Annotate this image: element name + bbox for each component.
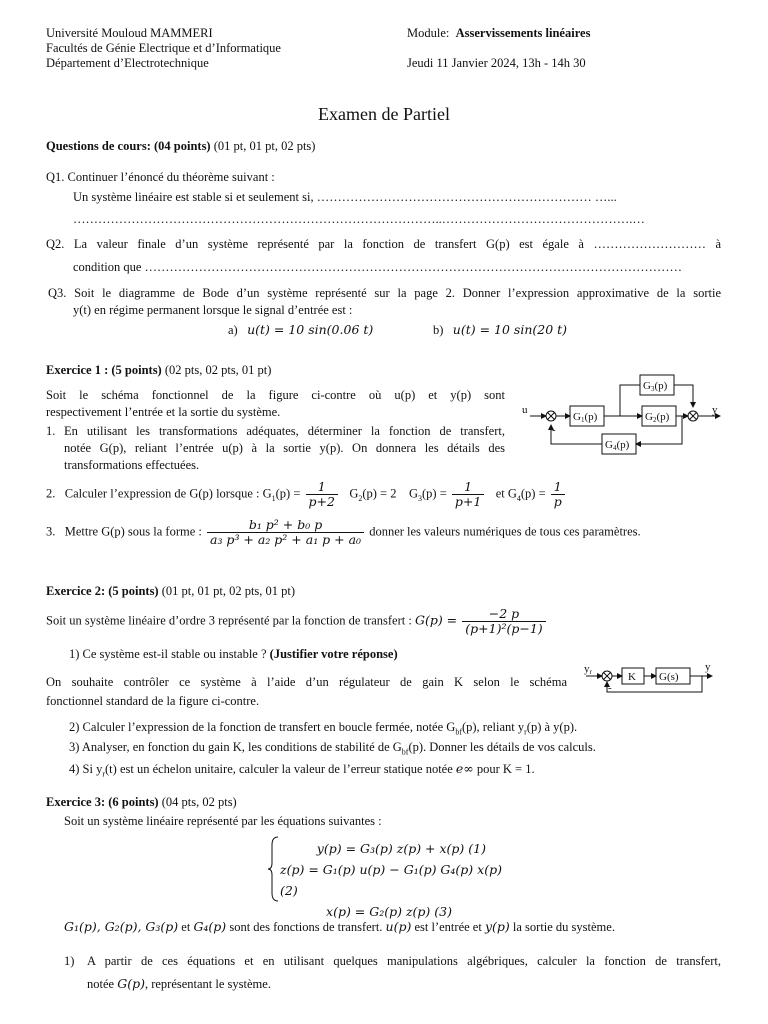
ex2-static-error-symbol: e∞ <box>455 761 474 776</box>
ex1-item2-number: 2. <box>46 486 56 501</box>
ex3-q1-line1: A partir de ces équations et en utilisant quelques manipulations algébriques, calculer la fonction de transfert, <box>87 954 721 968</box>
ex1-item3-post: donner les valeurs numériques de tous ces paramètres. <box>369 524 641 539</box>
ex2-regulator-line2: fonctionnel standard de la figure ci-contre. <box>46 694 260 708</box>
ex1-item1-number: 1. <box>46 424 56 438</box>
ex1-heading <box>46 363 271 378</box>
exam-title: Examen de Partiel <box>318 104 450 124</box>
ex2-intro-text: Soit un système linéaire d’ordre 3 représenté par la fonction de transfert : <box>46 613 412 628</box>
ex1-item1-line3: transformations effectuées. <box>64 458 200 472</box>
module-block <box>407 26 590 71</box>
ex2-diagram-minus: - <box>608 682 612 694</box>
ex2-tf-lhs: G(p) = <box>414 612 458 628</box>
q2-line1: Q2. La valeur finale d’un système représenté par la fonction de transfert G(p) est égale à ……………………… à <box>46 237 721 251</box>
ex1-item3 <box>46 518 641 547</box>
ex1-diagram-g4-block: G4(p) <box>605 439 630 452</box>
ex3-system-brace <box>266 835 280 903</box>
q3-option-b-label: b) <box>433 323 444 337</box>
ex1-target-form-fraction: $\frac{\text{b₁ p² + b₀ p}}{\text{a₃ p³ + a₂ p² + a₁ p + a₀}}$ <box>207 518 364 547</box>
q1-line3: ……………………………………………………………………………..……………………………………….… <box>73 212 645 226</box>
ex2-diagram-gain-k: K <box>628 671 636 683</box>
ex1-diagram-g2-block: G2(p) <box>645 411 670 424</box>
q3-line1: Q3. Soit le diagramme de Bode d’un système représenté sur la page 2. Donner l’expression approximative de la sortie <box>48 286 721 300</box>
department-name: Département d’Electrotechnique <box>46 56 209 70</box>
ex2-q3: 3) Analyser, en fonction du gain K, les conditions de stabilité de $G_{bf}(p)$. Donner les détails de vos calculs. <box>69 740 596 757</box>
ex3-q1-number: 1) <box>64 954 75 968</box>
ex2-q1-bold: (Justifier votre réponse) <box>269 647 398 661</box>
ex2-diagram-input-yr: yr <box>584 663 592 676</box>
q2-line2: condition que ………………………………………………………………………………………………………………… <box>73 260 683 274</box>
ex2-tf-fraction: $\frac{-2 p}{\text{(p+1)²(p−1)}}$ <box>462 607 545 636</box>
university-name: Université Mouloud MAMMERI <box>46 26 213 40</box>
ex3-points: (04 pts, 02 pts) <box>161 795 237 809</box>
ex1-item1-line1: En utilisant les transformations adéquates, déterminer la fonction de transfert, <box>64 424 505 438</box>
q1-line1: Q1. Continuer l’énoncé du théorème suivant : <box>46 170 275 184</box>
ex2-q1-text: 1) Ce système est-il stable ou instable ? <box>69 647 270 661</box>
ex2-diagram-output-y: y <box>705 661 711 673</box>
ex2-points: (01 pt, 01 pt, 02 pts, 01 pt) <box>161 584 296 598</box>
ex3-functions-line: G₁(p), G₂(p), G₃(p) et G₄(p) sont des fonctions de transfert. u(p) est l’entrée et y(p) la sortie du système. <box>64 919 615 934</box>
module-label: Module: <box>407 26 450 40</box>
ex1-g4-fraction: $\frac{1}{p}$ <box>551 480 565 509</box>
ex1-heading-label: Exercice 1 : (5 points) <box>46 363 162 377</box>
questions-heading <box>46 139 315 154</box>
ex2-diagram-plant: G(s) <box>659 671 679 683</box>
ex2-intro <box>46 607 548 636</box>
ex2-q1 <box>69 647 398 662</box>
ex3-q1-line2: notée G(p), représentant le système. <box>87 976 271 991</box>
q3-option-b <box>433 322 567 338</box>
ex3-intro: Soit un système linéaire représenté par les équations suivantes : <box>64 814 382 828</box>
ex3-heading <box>46 795 237 810</box>
faculty-name: Facultés de Génie Electrique et d’Informatique <box>46 41 281 55</box>
ex1-diagram-input-u: u <box>522 404 528 416</box>
ex2-heading-label: Exercice 2: (5 points) <box>46 584 159 598</box>
exam-date: Jeudi 11 Janvier 2024, 13h - 14h 30 <box>407 56 586 70</box>
ex1-g2-value: (p) = 2 <box>362 486 397 501</box>
ex2-q2: 2) Calculer l’expression de la fonction de transfert en boucle fermée, notée $G_{bf}(p)$, reliant $y_r(p)$ à y(p). <box>69 720 578 737</box>
q1-line2: Un système linéaire est stable si et seulement si, ………………………………………………………… …... <box>73 190 617 204</box>
ex1-block-diagram <box>516 372 726 462</box>
ex1-g1-fraction: $\frac{1}{p+2}$ <box>306 480 338 509</box>
ex1-diagram-output-y: y <box>712 404 718 416</box>
ex2-heading <box>46 584 295 599</box>
institution-block <box>46 26 281 71</box>
ex1-intro2: respectivement l’entrée et la sortie du système. <box>46 405 281 419</box>
q3-option-b-expr: u(t) = 10 sin(20 t) <box>452 322 568 337</box>
ex1-diagram-g3-block: G3(p) <box>643 380 668 393</box>
ex3-equations <box>280 838 520 922</box>
questions-points: (01 pt, 01 pt, 02 pts) <box>213 139 316 153</box>
ex1-item1-line2: notée G(p), reliant l’entrée u(p) à la sortie y(p). On donnera les détails des <box>64 441 505 455</box>
questions-heading-label: Questions de cours: (04 points) <box>46 139 211 153</box>
q3-option-a-expr: u(t) = 10 sin(0.06 t) <box>247 322 374 337</box>
ex1-item3-number: 3. <box>46 524 56 539</box>
q3-line2: y(t) en régime permanent lorsque le signal d’entrée est : <box>73 303 353 317</box>
ex3-heading-label: Exercice 3: (6 points) <box>46 795 159 809</box>
ex1-g3-fraction: $\frac{1}{p+1}$ <box>452 480 484 509</box>
ex1-points: (02 pts, 02 pts, 01 pt) <box>164 363 272 377</box>
q3-option-a-label: a) <box>228 323 238 337</box>
ex2-q4: 4) Si $y_r(t)$ est un échelon unitaire, calculer la valeur de l’erreur statique notée e∞ pour K = 1. <box>69 761 535 779</box>
ex2-regulator-line1: On souhaite contrôler ce système à l’aide d’un régulateur de gain K selon le schéma <box>46 675 567 689</box>
q3-option-a <box>228 322 373 338</box>
ex1-diagram-minus: - <box>552 424 556 436</box>
ex1-item2: 2. Calculer l’expression de G(p) lorsque : $G_1(p)$ = $\frac{1}{p+2}$ $G_2(p) = 2$ $G_3(p)$ = $\frac{1}{p+1}$ et $G_4(p)$ = $\frac{1}{p}$ <box>46 480 567 509</box>
ex1-diagram-g1-block: G1(p) <box>573 411 598 424</box>
module-value: Asservissements linéaires <box>455 26 591 40</box>
ex1-item2-text: Calculer l’expression de G(p) lorsque : G <box>64 486 272 501</box>
ex3-equation-2: z(p) = G₁(p) u(p) − G₁(p) G₄(p) x(p) (2) <box>280 862 502 898</box>
ex2-block-diagram <box>580 660 720 700</box>
ex3-equation-3: x(p) = G₂(p) z(p) (3) <box>326 904 452 919</box>
ex1-intro1: Soit le schéma fonctionnel de la figure ci-contre où u(p) et y(p) sont <box>46 388 505 402</box>
ex3-equation-1: y(p) = G₃(p) z(p) + x(p) (1) <box>316 841 486 856</box>
ex1-item3-pre: Mettre G(p) sous la forme : <box>64 524 202 539</box>
